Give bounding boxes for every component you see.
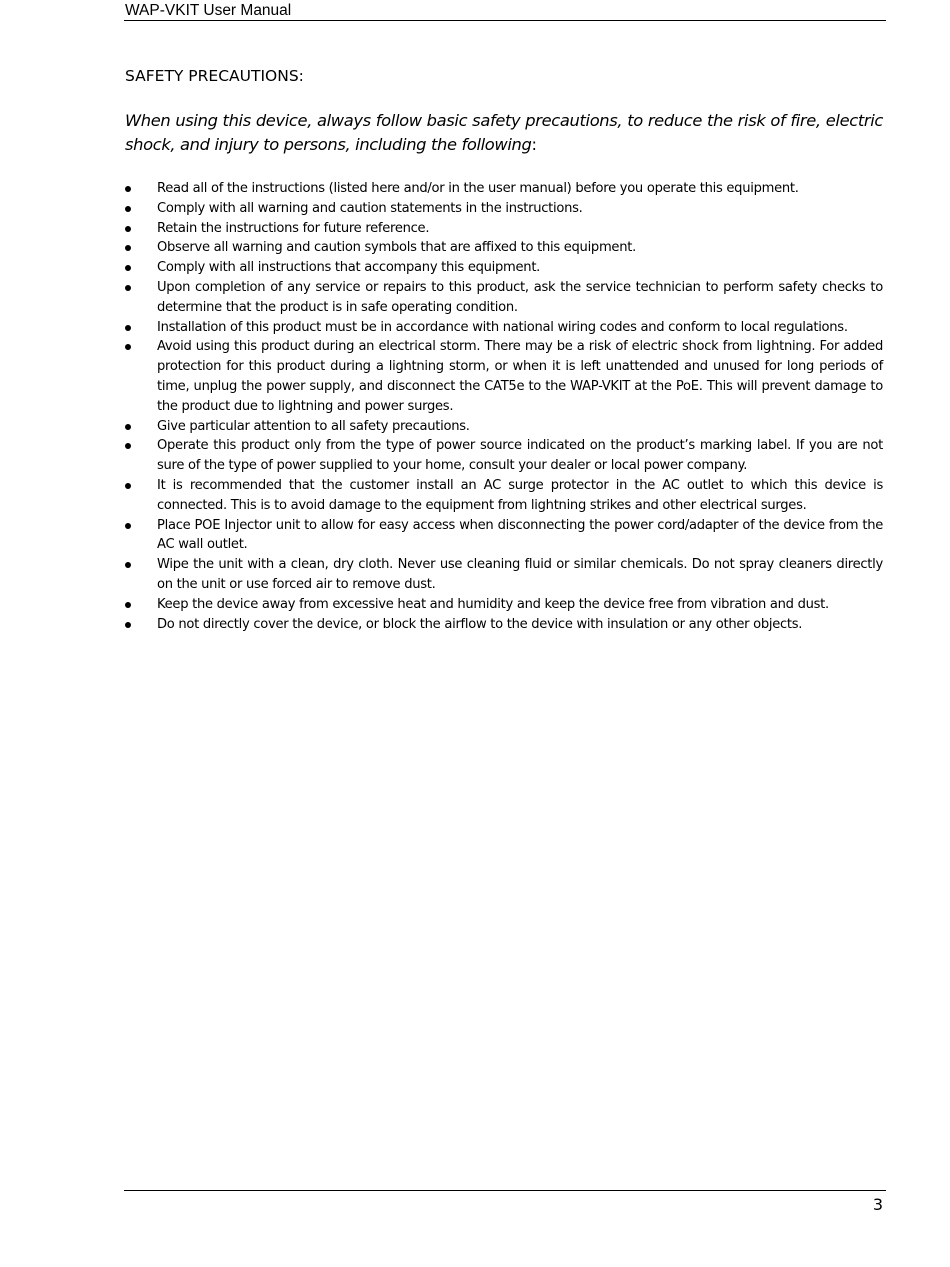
page-header — [124, 0, 886, 21]
list-item-text: Place POE Injector unit to allow for easy access when disconnecting the power cord/adapter of the device from the AC wall outlet. — [157, 517, 883, 553]
bullet-icon — [125, 325, 131, 331]
bullet-icon — [125, 245, 131, 251]
list-item — [125, 238, 883, 258]
list-item-text: Give particular attention to all safety precautions. — [157, 418, 470, 434]
list-item — [125, 436, 883, 476]
list-item-text: Wipe the unit with a clean, dry cloth. Never use cleaning fluid or similar chemicals. Do not spray cleaners directly on the unit or use forced air to remove dust. — [157, 557, 883, 592]
bullet-icon — [125, 602, 131, 608]
bullet-icon — [125, 443, 131, 449]
list-item-text: Retain the instructions for future reference. — [157, 220, 430, 236]
bullet-icon — [125, 285, 131, 291]
bullet-icon — [125, 523, 131, 529]
bullet-icon — [125, 226, 131, 232]
list-item-text: Observe all warning and caution symbols that are affixed to this equipment. — [157, 240, 636, 256]
list-item-text: It is recommended that the customer install an AC surge protector in the AC outlet to which this device is connected. This is to avoid damage to the equipment from lightning strikes and other electrical surges. — [157, 477, 883, 513]
list-item — [125, 615, 883, 635]
header-title: WAP-VKIT User Manual — [125, 2, 292, 19]
list-item — [125, 476, 883, 516]
bullet-icon — [125, 483, 131, 489]
list-item-text: Operate this product only from the type of power source indicated on the product’s marking label. If you are not sure of the type of power supplied to your home, consult your dealer or local power company. — [157, 438, 883, 474]
list-item-text: Do not directly cover the device, or block the airflow to the device with insulation or any other objects. — [157, 616, 803, 632]
list-item — [125, 179, 883, 199]
bullet-icon — [125, 562, 131, 568]
list-item-text: Installation of this product must be in accordance with national wiring codes and conform to local regulations. — [157, 319, 848, 335]
list-item — [125, 318, 883, 338]
page-footer — [124, 1190, 886, 1214]
bullet-icon — [125, 344, 131, 350]
list-item — [125, 516, 883, 556]
precautions-list — [125, 179, 883, 634]
bullet-icon — [125, 186, 131, 192]
intro-colon: : — [531, 135, 537, 154]
intro-paragraph — [125, 109, 883, 157]
bullet-icon — [125, 622, 131, 628]
list-item — [125, 278, 883, 318]
bullet-icon — [125, 265, 131, 271]
list-item — [125, 219, 883, 239]
list-item — [125, 337, 883, 416]
list-item-text: Upon completion of any service or repairs to this product, ask the service technician to perform safety checks to determine that the product is in safe operating condition. — [157, 279, 883, 315]
list-item — [125, 199, 883, 219]
list-item — [125, 595, 883, 615]
list-item-text: Keep the device away from excessive heat and humidity and keep the device free from vibration and dust. — [157, 596, 829, 612]
list-item — [125, 417, 883, 437]
list-item-text: Comply with all warning and caution statements in the instructions. — [157, 200, 583, 216]
bullet-icon — [125, 206, 131, 212]
list-item — [125, 258, 883, 278]
list-item-text: Read all of the instructions (listed here and/or in the user manual) before you operate this equipment. — [157, 181, 799, 196]
list-item-text: Avoid using this product during an electrical storm. There may be a risk of electric shock from lightning. For added protection for this product during a lightning storm, or when it is left unattended and unused for long periods of time, unplug the power supply, and disconnect the CAT5e to the WAP-VKIT at the PoE. This will prevent damage to the product due to lightning and power surges. — [157, 339, 883, 414]
section-heading: SAFETY PRECAUTIONS: — [125, 67, 304, 85]
bullet-icon — [125, 424, 131, 430]
page-number: 3 — [872, 1195, 883, 1214]
page-content — [125, 65, 883, 634]
intro-text: When using this device, always follow basic safety precautions, to reduce the risk of fire, electric shock, and injury to persons, including the following — [125, 111, 883, 154]
list-item-text: Comply with all instructions that accompany this equipment. — [157, 260, 541, 276]
list-item — [125, 555, 883, 595]
